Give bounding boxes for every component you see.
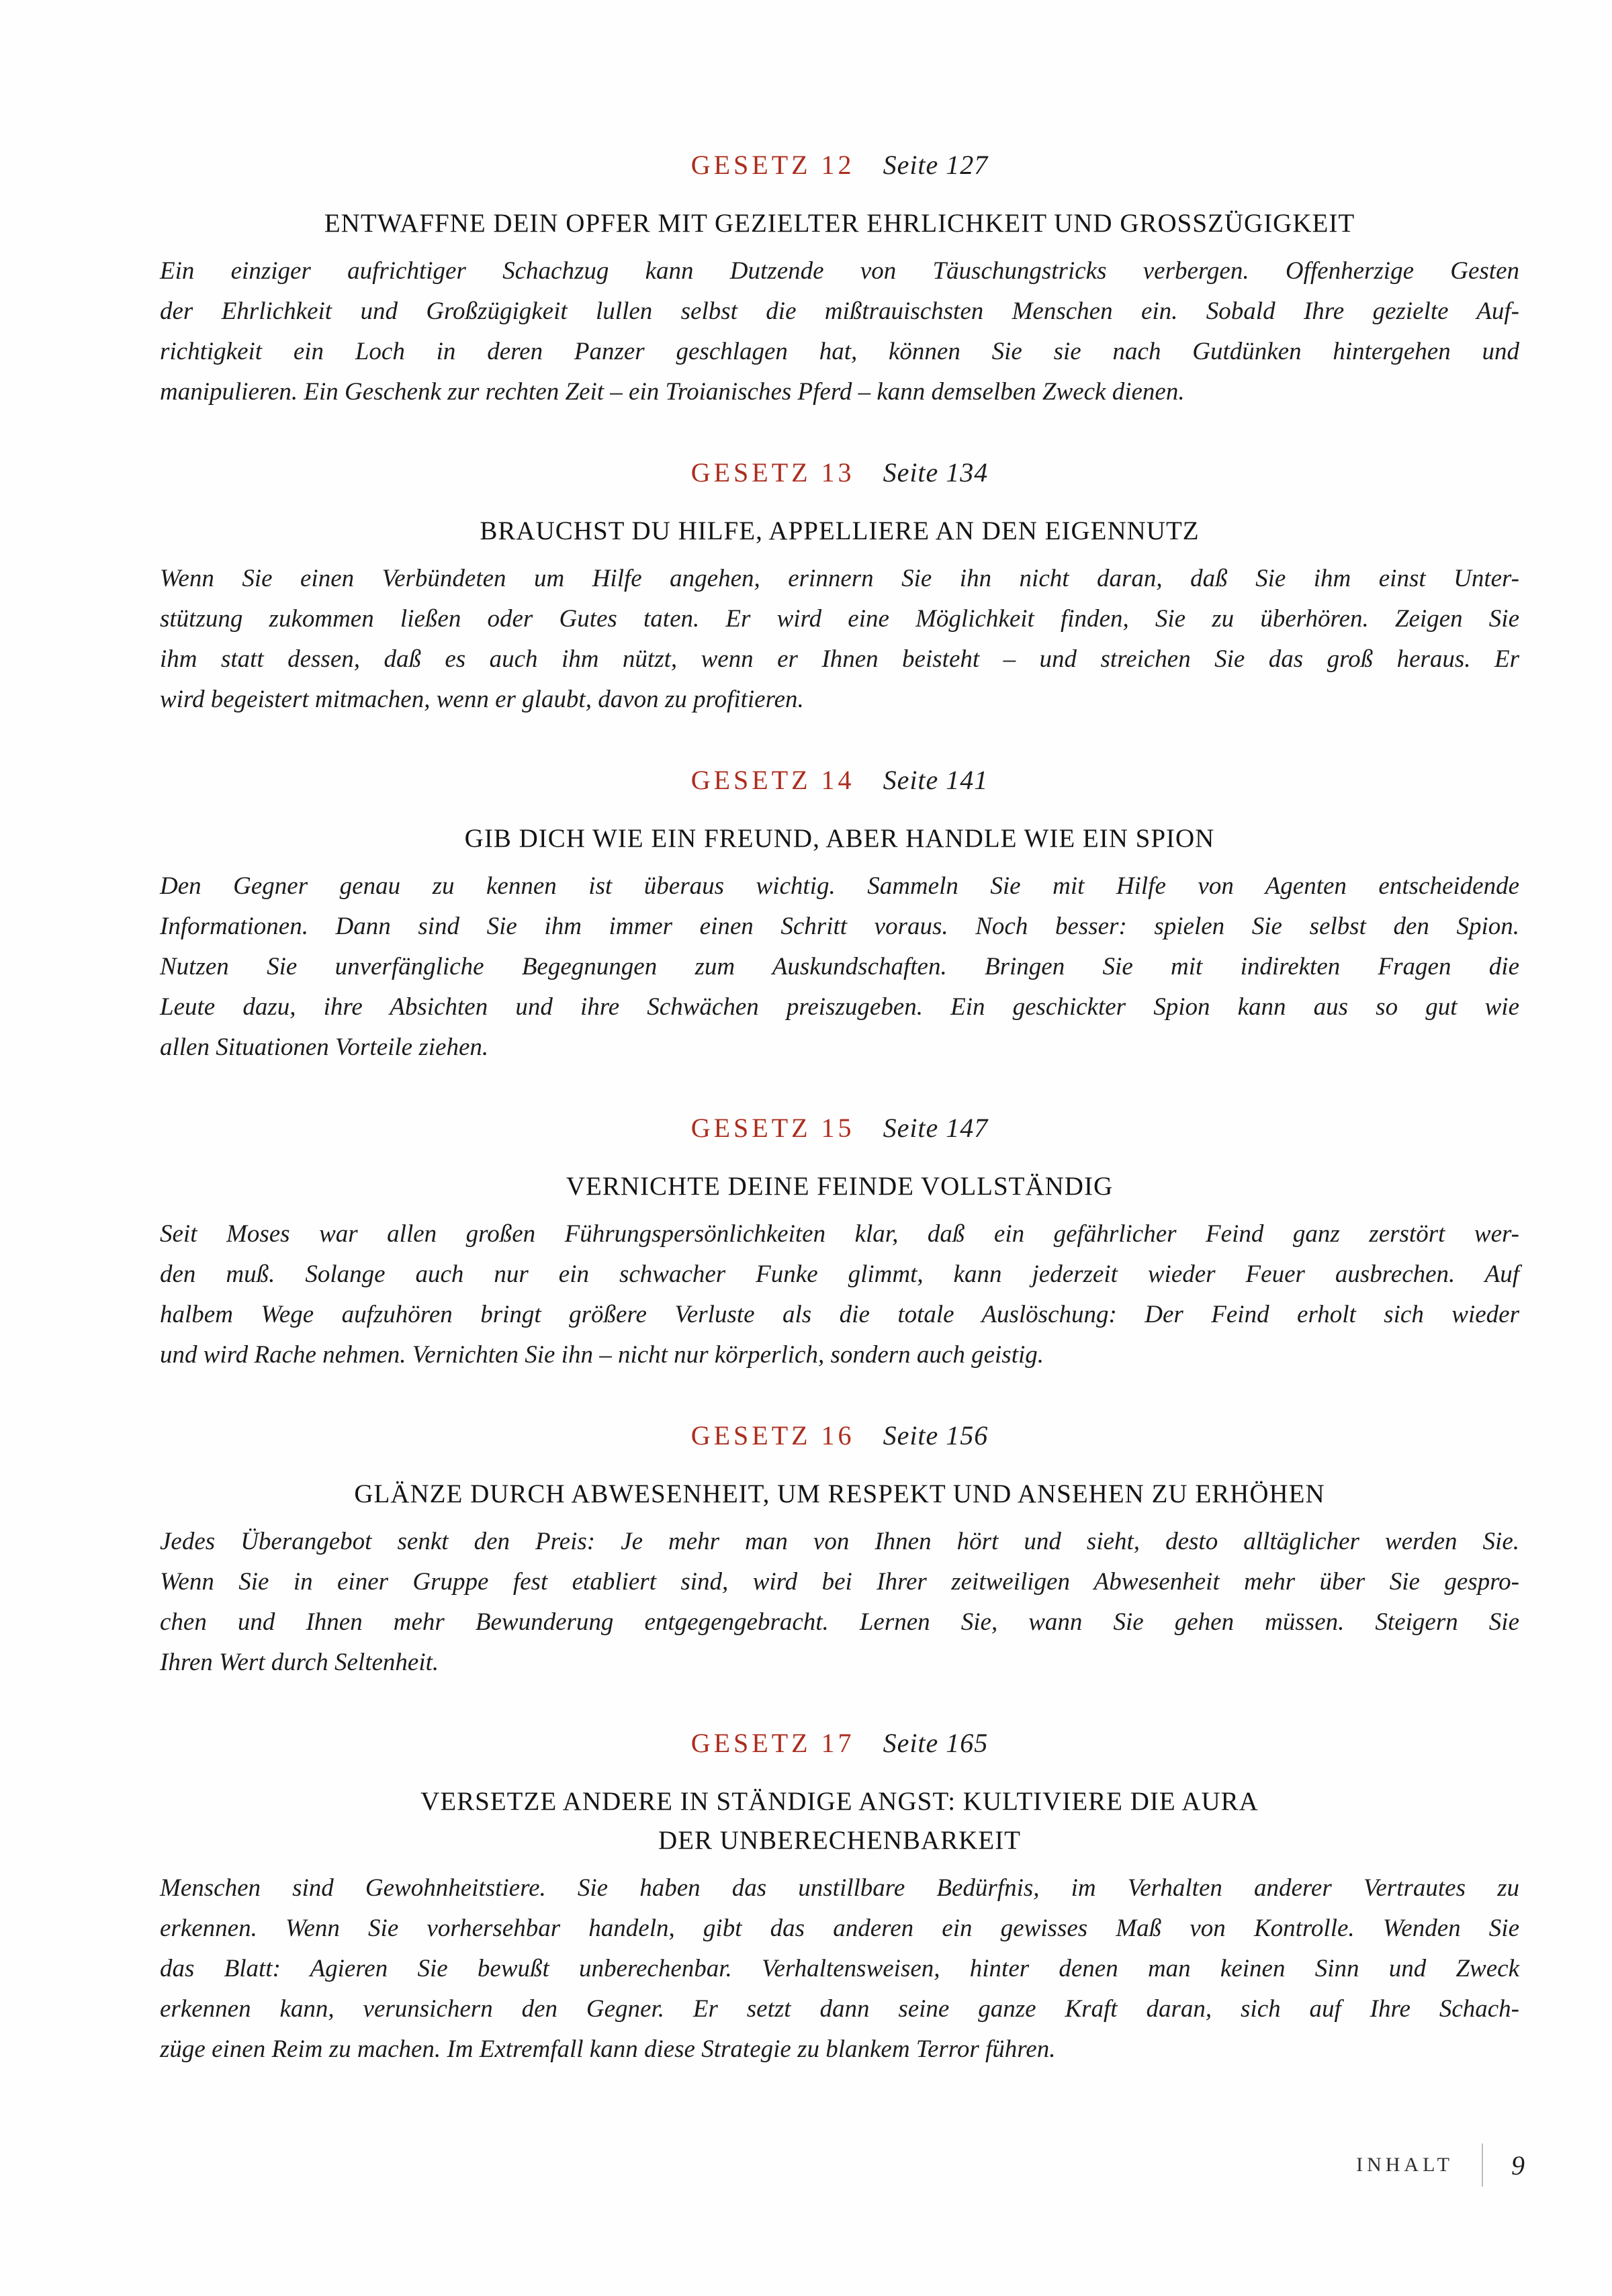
law-entry	[160, 457, 1519, 720]
law-title-line: VERSETZE ANDERE IN STÄNDIGE ANGST: KULTIVIERE DIE AURA	[420, 1787, 1259, 1816]
law-summary	[160, 1214, 1519, 1375]
footer-divider	[1482, 2144, 1483, 2187]
summary-line: manipulieren. Ein Geschenk zur rechten Zeit – ein Troianisches Pferd – kann demselben Zweck dienen.	[160, 378, 1185, 406]
summary-line: den muß. Solange auch nur ein schwacher Funke glimmt, kann jederzeit wieder Feuer ausbrechen. Auf	[160, 1260, 1519, 1288]
law-title	[160, 819, 1519, 858]
law-entry	[160, 1112, 1519, 1375]
summary-line: stützung zukommen ließen oder Gutes taten. Er wird eine Möglichkeit finden, Sie zu überhören. Zeigen Sie	[160, 605, 1519, 633]
summary-line: erkennen kann, verunsichern den Gegner. Er setzt dann seine ganze Kraft daran, sich auf Ihre Schach-	[160, 1995, 1519, 2023]
law-entry	[160, 1420, 1519, 1683]
law-title-line: VERNICHTE DEINE FEINDE VOLLSTÄNDIG	[566, 1172, 1114, 1201]
summary-line: der Ehrlichkeit und Großzügigkeit lullen selbst die mißtrauischsten Menschen ein. Sobald Ihre gezielte Auf-	[160, 297, 1519, 325]
summary-line: Den Gegner genau zu kennen ist überaus wichtig. Sammeln Sie mit Hilfe von Agenten entscheidende	[160, 872, 1519, 900]
summary-line: Jedes Überangebot senkt den Preis: Je mehr man von Ihnen hört und sieht, desto alltäglicher werden Sie.	[160, 1528, 1519, 1555]
law-title	[160, 512, 1519, 551]
summary-line: Ihren Wert durch Seltenheit.	[160, 1649, 439, 1676]
summary-line: das Blatt: Agieren Sie bewußt unberechenbar. Verhaltensweisen, hinter denen man keinen Sinn und Zweck	[160, 1955, 1519, 1982]
law-number-label: GESETZ 12	[690, 150, 855, 180]
law-summary	[160, 559, 1519, 720]
summary-line: Wenn Sie einen Verbündeten um Hilfe angehen, erinnern Sie ihn nicht daran, daß Sie ihm einst Unter-	[160, 565, 1519, 592]
law-title-line: GIB DICH WIE EIN FREUND, ABER HANDLE WIE EIN SPION	[464, 824, 1215, 853]
law-number-label: GESETZ 16	[690, 1420, 855, 1451]
law-heading	[160, 1727, 1519, 1759]
law-page-reference: Seite 141	[883, 765, 989, 795]
summary-line: Seit Moses war allen großen Führungspersönlichkeiten klar, daß ein gefährlicher Feind ganz zerstört wer-	[160, 1220, 1519, 1248]
law-summary	[160, 1868, 1519, 2070]
summary-line: richtigkeit ein Loch in deren Panzer geschlagen hat, können Sie sie nach Gutdünken hintergehen und	[160, 338, 1519, 365]
law-page-reference: Seite 165	[883, 1728, 989, 1758]
law-title	[160, 204, 1519, 243]
summary-line: erkennen. Wenn Sie vorhersehbar handeln, gibt das anderen ein gewisses Maß von Kontrolle. Wenden Sie	[160, 1915, 1519, 1942]
law-number-label: GESETZ 14	[690, 765, 855, 795]
law-page-reference: Seite 147	[883, 1113, 989, 1143]
law-page-reference: Seite 127	[883, 150, 989, 180]
page-number: 9	[1511, 2150, 1525, 2180]
summary-line: Nutzen Sie unverfängliche Begegnungen zum Auskundschaften. Bringen Sie mit indirekten Fragen die	[160, 953, 1519, 980]
law-number-label: GESETZ 17	[690, 1728, 855, 1758]
section-label: INHALT	[1356, 2154, 1453, 2176]
law-summary	[160, 1522, 1519, 1683]
page-footer	[1356, 2144, 1525, 2187]
law-entry	[160, 1727, 1519, 2070]
law-title	[160, 1475, 1519, 1514]
law-page-reference: Seite 156	[883, 1420, 989, 1451]
summary-line: züge einen Reim zu machen. Im Extremfall kann diese Strategie zu blankem Terror führen.	[160, 2035, 1056, 2063]
law-title-line: BRAUCHST DU HILFE, APPELLIERE AN DEN EIGENNUTZ	[480, 516, 1200, 545]
summary-line: wird begeistert mitmachen, wenn er glaubt, davon zu profitieren.	[160, 686, 804, 713]
law-heading	[160, 457, 1519, 489]
summary-line: allen Situationen Vorteile ziehen.	[160, 1034, 489, 1061]
summary-line: Informationen. Dann sind Sie ihm immer einen Schritt voraus. Noch besser: spielen Sie selbst den Spion.	[160, 913, 1519, 940]
summary-line: Wenn Sie in einer Gruppe fest etabliert sind, wird bei Ihrer zeitweiligen Abwesenheit mehr über Sie gespro-	[160, 1568, 1519, 1596]
law-page-reference: Seite 134	[883, 457, 989, 488]
summary-line: Ein einziger aufrichtiger Schachzug kann Dutzende von Täuschungstricks verbergen. Offenherzige Gesten	[160, 257, 1519, 285]
law-title-line: DER UNBERECHENBARKEIT	[658, 1826, 1021, 1855]
law-summary	[160, 866, 1519, 1068]
law-title-line: GLÄNZE DURCH ABWESENHEIT, UM RESPEKT UND ANSEHEN ZU ERHÖHEN	[354, 1479, 1325, 1508]
summary-line: und wird Rache nehmen. Vernichten Sie ihn – nicht nur körperlich, sondern auch geistig.	[160, 1341, 1044, 1369]
law-heading	[160, 149, 1519, 181]
law-title	[160, 1782, 1519, 1860]
summary-line: Leute dazu, ihre Absichten und ihre Schwächen preiszugeben. Ein geschickter Spion kann aus so gut wie	[160, 993, 1519, 1021]
summary-line: halbem Wege aufzuhören bringt größere Verluste als die totale Auslöschung: Der Feind erholt sich wieder	[160, 1301, 1519, 1328]
law-heading	[160, 1420, 1519, 1452]
summary-line: ihm statt dessen, daß es auch ihm nützt, wenn er Ihnen beisteht – und streichen Sie das groß heraus. Er	[160, 645, 1519, 673]
law-entry	[160, 149, 1519, 412]
law-title	[160, 1167, 1519, 1206]
law-entry	[160, 764, 1519, 1068]
summary-line: Menschen sind Gewohnheitstiere. Sie haben das unstillbare Bedürfnis, im Verhalten anderer Vertrautes zu	[160, 1874, 1519, 1902]
law-summary	[160, 251, 1519, 412]
law-title-line: ENTWAFFNE DEIN OPFER MIT GEZIELTER EHRLICHKEIT UND GROSSZÜGIGKEIT	[324, 209, 1355, 238]
law-heading	[160, 764, 1519, 796]
law-number-label: GESETZ 15	[690, 1113, 855, 1143]
law-number-label: GESETZ 13	[690, 457, 855, 488]
summary-line: chen und Ihnen mehr Bewunderung entgegengebracht. Lernen Sie, wann Sie gehen müssen. Steigern Sie	[160, 1608, 1519, 1636]
law-heading	[160, 1112, 1519, 1144]
